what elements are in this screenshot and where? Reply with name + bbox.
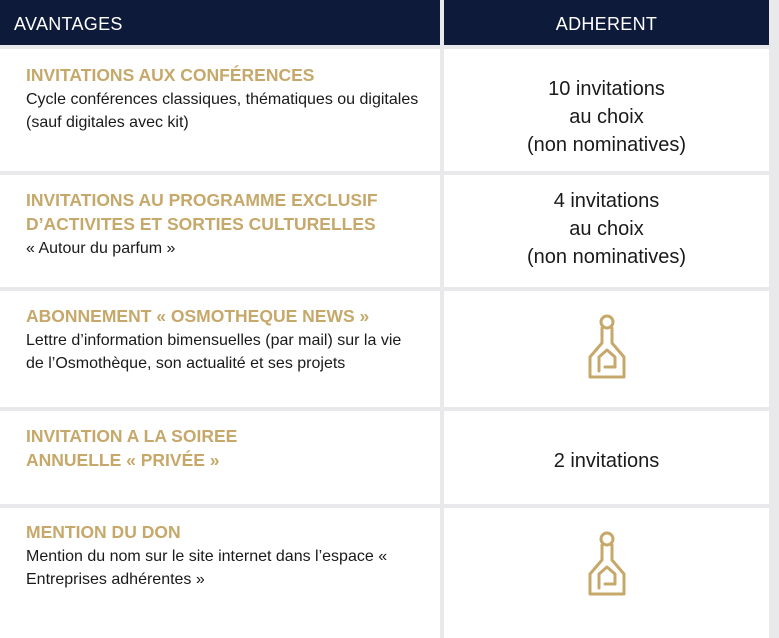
table-row xyxy=(0,291,779,407)
row-benefit-cell xyxy=(0,49,440,171)
row-benefit-cell xyxy=(0,411,440,504)
perfume-bottle-icon xyxy=(585,313,629,385)
row-title: ABONNEMENT « OSMOTHEQUE NEWS » xyxy=(26,306,370,326)
row-value: 2 invitations xyxy=(553,450,660,472)
row-title: MENTION DU DON xyxy=(26,522,181,542)
header-cell-adherent xyxy=(444,0,769,45)
table-row xyxy=(0,508,779,638)
row-title: INVITATIONS AUX CONFÉRENCES xyxy=(26,65,315,85)
row-benefit-cell xyxy=(0,175,440,287)
table-row xyxy=(0,175,779,287)
row-value: 10 invitations au choix (non nominatives) xyxy=(527,78,686,156)
table-row xyxy=(0,49,779,171)
row-description: Cycle conférences classiques, thématiques ou digitales (sauf digitales avec kit) xyxy=(26,91,419,131)
row-adherent-cell xyxy=(444,508,769,638)
row-adherent-cell xyxy=(444,49,769,171)
table-row xyxy=(0,411,779,504)
row-adherent-cell xyxy=(444,291,769,407)
header-avantages-label: AVANTAGES xyxy=(14,14,123,34)
row-benefit-cell xyxy=(0,291,440,407)
row-description: Lettre d’information bimensuelles (par mail) sur la vie de l’Osmothèque, son actualité et ses projets xyxy=(26,332,402,372)
row-adherent-cell xyxy=(444,175,769,287)
row-description: Mention du nom sur le site internet dans l’espace « Entreprises adhérentes » xyxy=(26,548,388,588)
row-benefit-cell xyxy=(0,508,440,638)
header-adherent-label: ADHERENT xyxy=(555,14,658,34)
row-adherent-cell xyxy=(444,411,769,504)
row-value: 4 invitations au choix (non nominatives) xyxy=(527,190,686,268)
header-cell-avantages xyxy=(0,0,440,45)
row-description: « Autour du parfum » xyxy=(26,240,176,257)
row-title: INVITATION A LA SOIREE ANNUELLE « PRIVÉE » xyxy=(26,426,238,470)
row-title: INVITATIONS AU PROGRAMME EXCLUSIF D’ACTIVITES ET SORTIES CULTURELLES xyxy=(26,190,378,234)
perfume-bottle-icon xyxy=(585,530,629,602)
table-header xyxy=(0,0,779,45)
